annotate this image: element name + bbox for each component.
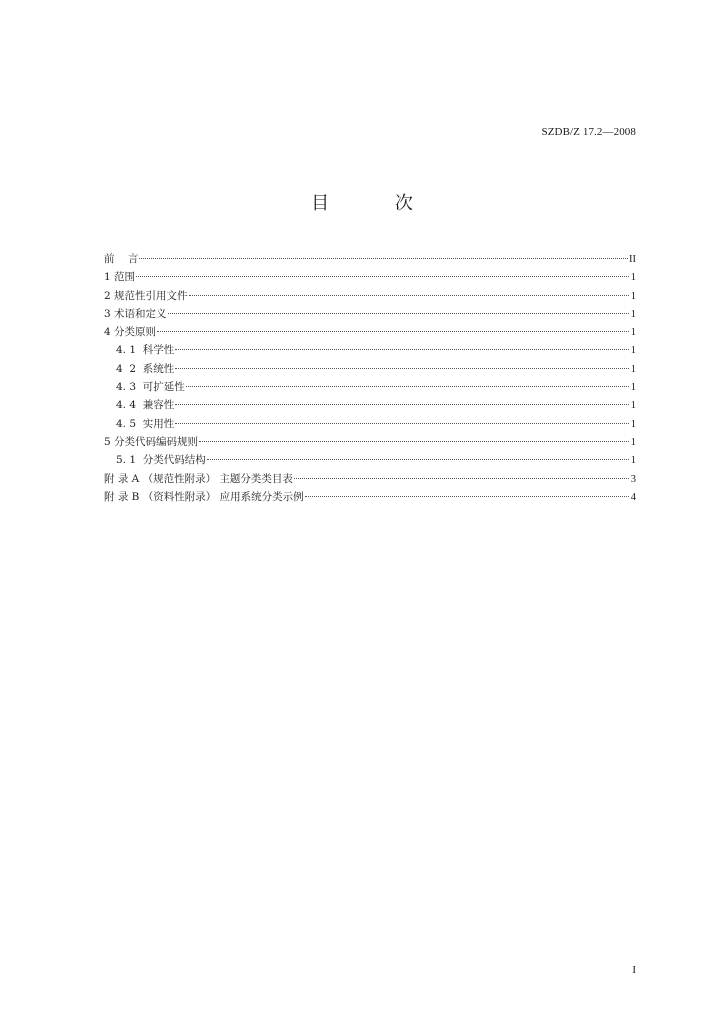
page-number: I	[632, 964, 636, 976]
toc-entry[interactable]	[104, 488, 636, 506]
toc-dot-leader	[175, 349, 629, 350]
toc-entry-page: 1	[630, 455, 636, 467]
toc-entry-label: 附 录 B （资料性附录） 应用系统分类示例	[104, 490, 304, 503]
toc-entry-label: 4. 1 科学性	[116, 344, 175, 357]
toc-entry[interactable]	[104, 360, 636, 378]
toc-entry-page: 1	[630, 290, 636, 302]
toc-entry[interactable]	[104, 451, 636, 469]
toc-entry-page: 1	[630, 308, 636, 320]
toc-dot-leader	[305, 496, 629, 497]
toc-entry[interactable]	[104, 470, 636, 488]
toc-entry[interactable]	[104, 396, 636, 414]
toc-entry-label: 4 2 系统性	[116, 362, 175, 375]
page-title: 目 次	[311, 193, 443, 214]
toc-entry[interactable]	[104, 305, 636, 323]
toc-entry-label: 附 录 A （规范性附录） 主题分类类目表	[104, 472, 293, 485]
toc-entry[interactable]	[104, 268, 636, 286]
toc-entry[interactable]	[104, 433, 636, 451]
toc-entry-page: 1	[630, 345, 636, 357]
toc-entry[interactable]	[104, 341, 636, 359]
toc-dot-leader	[175, 423, 629, 424]
toc-entry-page: 1	[630, 327, 636, 339]
toc-entry-page: 1	[630, 436, 636, 448]
toc-dot-leader	[175, 368, 629, 369]
toc-entry[interactable]	[104, 323, 636, 341]
toc-entry-page: II	[629, 254, 636, 265]
toc-dot-leader	[168, 313, 629, 314]
toc-entry-label: 4 分类原则	[104, 326, 157, 339]
toc-entry-page: 1	[630, 418, 636, 430]
toc-dot-leader	[139, 258, 628, 259]
toc-entry-label: 5 分类代码编码规则	[104, 435, 199, 448]
toc-entry-page: 1	[630, 363, 636, 375]
toc-dot-leader	[207, 459, 629, 460]
toc-dot-leader	[294, 478, 629, 479]
toc-entry-label: 1 范围	[104, 271, 136, 284]
toc-entry-label: 4. 4 兼容性	[116, 399, 175, 412]
toc-entry[interactable]	[104, 378, 636, 396]
document-code: SZDB/Z 17.2—2008	[541, 126, 636, 138]
toc-entry-page: 3	[630, 473, 636, 485]
toc-entry-label: 4. 3 可扩延性	[116, 381, 185, 394]
table-of-contents	[104, 250, 636, 506]
toc-dot-leader	[186, 386, 629, 387]
toc-entry-page: 1	[630, 400, 636, 412]
toc-entry-label: 3 术语和定义	[104, 307, 167, 320]
toc-entry-page: 4	[630, 491, 636, 503]
toc-entry[interactable]	[104, 287, 636, 305]
toc-entry[interactable]	[104, 415, 636, 433]
toc-entry-label: 5. 1 分类代码结构	[116, 454, 206, 467]
toc-entry[interactable]	[104, 250, 636, 268]
toc-entry-label: 前 言	[104, 253, 139, 265]
toc-entry-page: 1	[630, 382, 636, 394]
toc-dot-leader	[175, 404, 629, 405]
toc-entry-page: 1	[630, 272, 636, 284]
toc-dot-leader	[189, 295, 629, 296]
toc-dot-leader	[136, 276, 629, 277]
toc-dot-leader	[157, 331, 629, 332]
toc-entry-label: 2 规范性引用文件	[104, 289, 188, 302]
toc-dot-leader	[199, 441, 629, 442]
toc-entry-label: 4. 5 实用性	[116, 417, 175, 430]
